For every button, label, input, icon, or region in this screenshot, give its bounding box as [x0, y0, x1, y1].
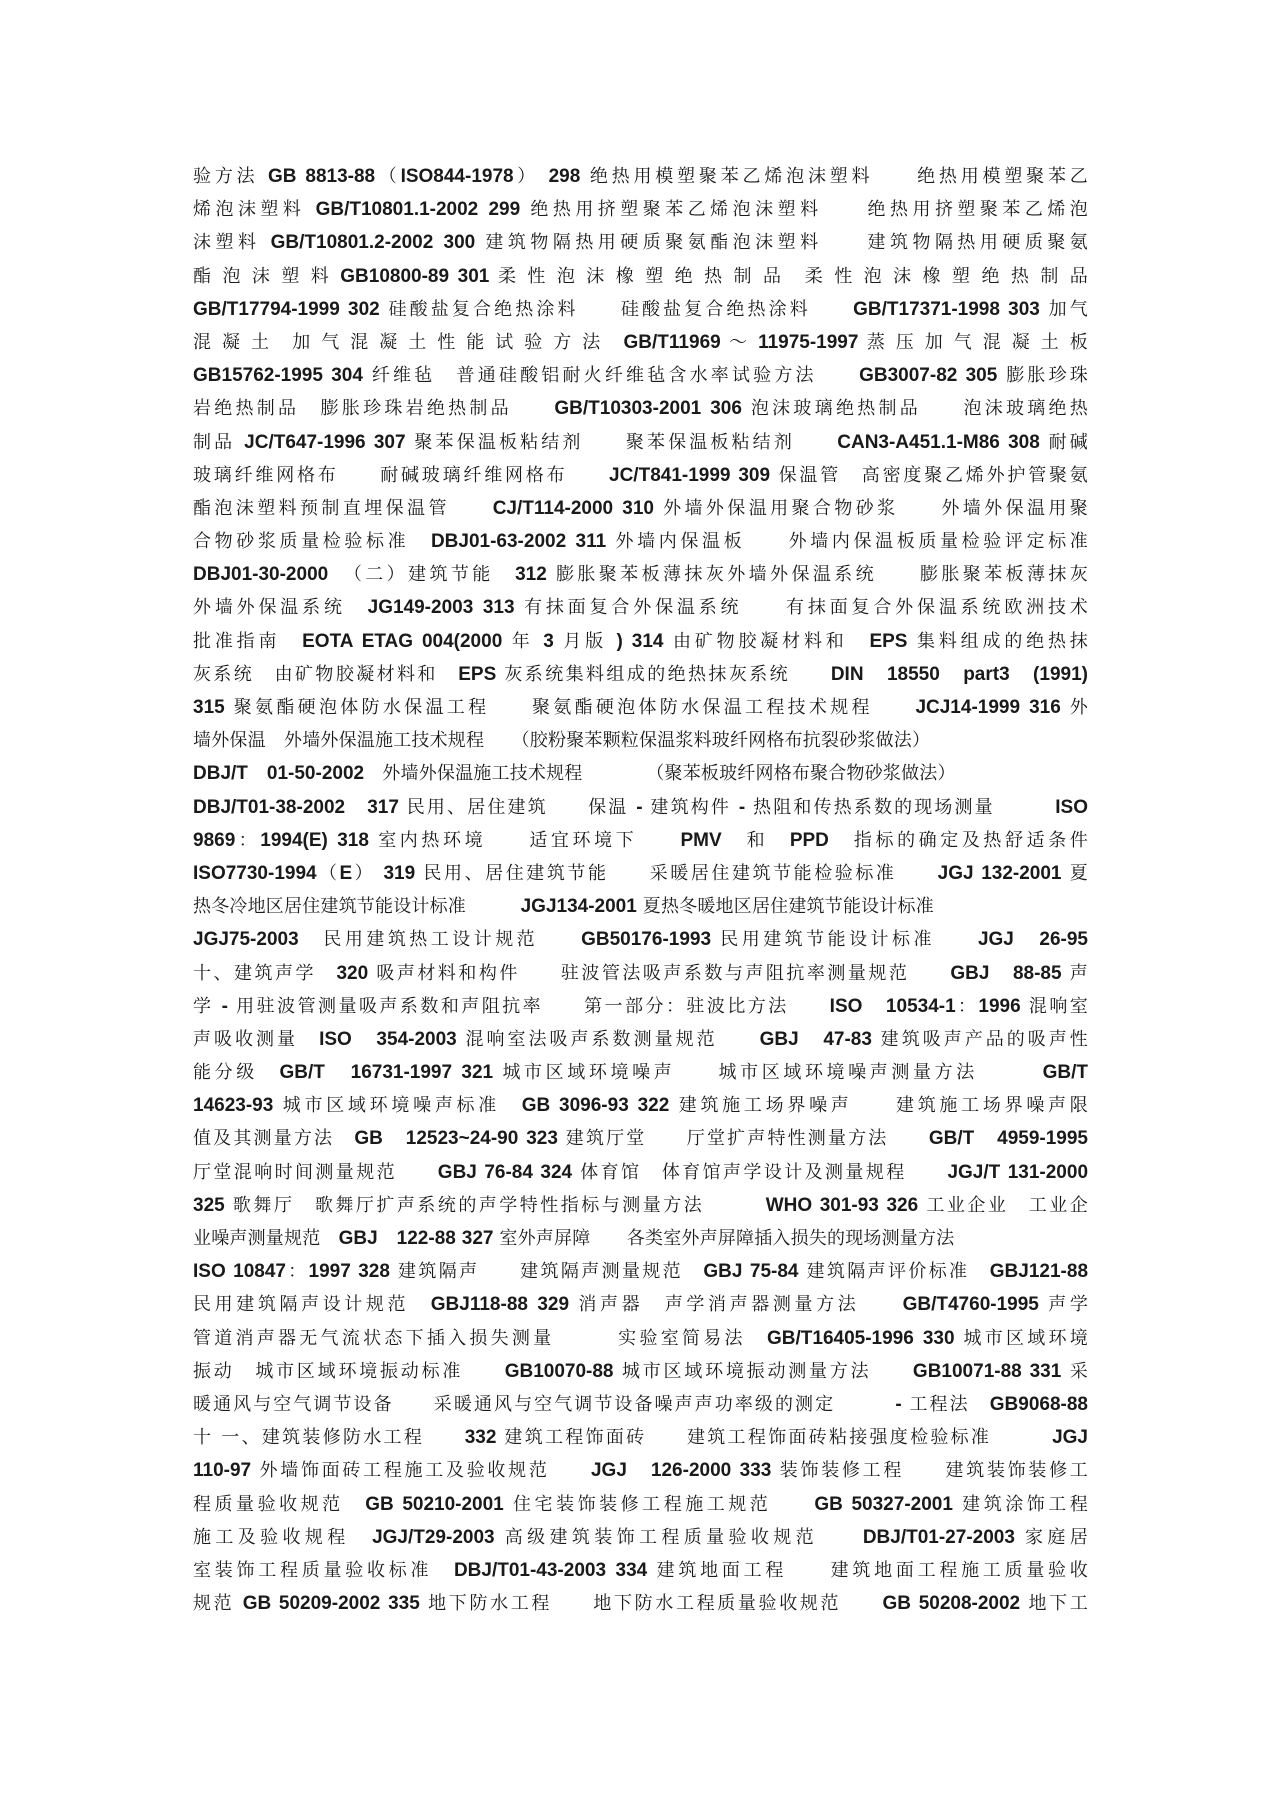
- standard-code: GB/T 4959-1995: [928, 1128, 1088, 1150]
- text-run: 墙外保温 外墙外保温施工技术规程 （胶粉聚苯颗粒保温浆料玻纤网格布抗裂砂浆做法）: [193, 730, 931, 752]
- text-run: 制品: [193, 431, 245, 453]
- text-run: ～: [720, 331, 759, 353]
- standard-code: 325: [193, 1194, 225, 1216]
- text-line: [193, 260, 1088, 293]
- text-run: 业噪声测量规范: [193, 1228, 339, 1249]
- standard-code: GBJ 75-84: [703, 1261, 799, 1283]
- text-line: [193, 1222, 1088, 1255]
- text-line: [193, 1156, 1088, 1189]
- text-run: 混响室: [1020, 995, 1088, 1017]
- standard-code: GB15762-1995 304: [193, 365, 363, 387]
- standard-code: GB/T17794-1999 302: [193, 298, 380, 320]
- standard-code: GB/T4760-1995: [902, 1294, 1039, 1316]
- text-run: 民用建筑热工设计规范: [298, 929, 582, 951]
- standard-code: 110-97: [193, 1460, 252, 1482]
- standard-code: 327: [461, 1228, 494, 1249]
- text-run: 膨胀珍珠: [997, 365, 1088, 387]
- standard-code: JCJ14-1999: [915, 697, 1021, 718]
- standard-code: EOTA ETAG 004(2000: [302, 630, 503, 652]
- standard-code: 320: [336, 962, 369, 984]
- standard-code: JGJ 126-2000: [590, 1460, 732, 1482]
- text-run: 消声器 声学消声器测量方法: [569, 1294, 903, 1316]
- text-run: [914, 1328, 923, 1349]
- text-line: [193, 226, 1088, 259]
- text-line: [193, 359, 1088, 392]
- standard-code: GBJ 47-83: [759, 1028, 872, 1050]
- text-run: 热阻和传热系数的现场测量: [745, 796, 1056, 818]
- text-run: 玻璃纤维网格布 耐碱玻璃纤维网格布: [193, 464, 610, 486]
- standard-code: ISO 354-2003: [319, 1028, 457, 1050]
- standard-code: 318: [337, 829, 369, 851]
- standard-code: GB/T16405-1996: [767, 1327, 914, 1349]
- standard-code: EPS: [869, 630, 908, 652]
- text-line: [193, 1189, 1088, 1222]
- standard-code: ISO7730-1994: [193, 862, 317, 884]
- text-run: 装饰装修工程 建筑装饰装修工: [771, 1460, 1088, 1482]
- text-line: [193, 691, 1088, 724]
- text-run: 室内热环境 适宜环境下: [368, 829, 681, 851]
- text-line: [193, 1255, 1088, 1288]
- text-run: 建筑隔声评价标准: [798, 1261, 990, 1283]
- text-line: [193, 1322, 1088, 1355]
- standard-code: DBJ/T01-43-2003: [453, 1559, 607, 1581]
- text-line: [193, 1122, 1088, 1155]
- text-run: 耐碱: [1039, 431, 1088, 453]
- text-run: 合物砂浆质量检验标准: [193, 531, 431, 553]
- text-run: ：: [955, 995, 979, 1017]
- text-line: [193, 193, 1088, 226]
- text-run: 民用、居住建筑 保温: [398, 796, 637, 818]
- text-run: [701, 398, 710, 419]
- standard-code: GB/T10801.2-2002: [270, 232, 434, 254]
- text-line: [193, 724, 1088, 757]
- text-run: 声: [1061, 962, 1088, 984]
- text-run: 和: [721, 829, 790, 851]
- text-run: ：: [286, 1261, 309, 1283]
- text-line: [193, 791, 1088, 824]
- standard-code: 1997 328: [308, 1261, 390, 1283]
- text-run: [566, 531, 575, 552]
- text-line: [193, 990, 1088, 1023]
- text-run: 外墙外保温施工技术规程 （聚苯板玻纤网格布聚合物砂浆做法）: [364, 763, 956, 785]
- text-run: 建筑物隔热用硬质聚氨酯泡沫塑料 建筑物隔热用硬质聚氨: [475, 232, 1088, 254]
- text-line: [193, 1554, 1088, 1587]
- text-run: 吸声材料和构件 驻波管法吸声系数与声阻抗率测量规范: [368, 962, 951, 984]
- text-run: 体育馆 体育馆声学设计及测量规程: [572, 1161, 948, 1183]
- text-run: 振动 城市区域环境振动标准: [193, 1360, 505, 1382]
- standard-code: EPS: [458, 663, 497, 685]
- standard-code: 316: [1029, 697, 1061, 718]
- standard-code: GBJ 122-88: [338, 1228, 456, 1249]
- standard-code: 334: [615, 1559, 648, 1581]
- standard-code: CAN3-A451.1-M86 308: [837, 431, 1040, 453]
- standard-code: 310: [622, 497, 654, 519]
- text-run: ）: [352, 862, 384, 884]
- text-run: ：: [235, 829, 261, 851]
- standard-code: 321: [461, 1062, 494, 1084]
- standard-code: GB/T10303-2001: [554, 398, 702, 420]
- text-line: [193, 1421, 1088, 1454]
- text-run: 学: [193, 995, 222, 1017]
- standard-code: DBJ/T01-38-2002: [193, 796, 346, 818]
- standard-code: 300: [443, 232, 476, 254]
- standard-code: JGJ: [1052, 1427, 1088, 1449]
- text-run: 城市区域环境噪声 城市区域环境噪声测量方法: [493, 1062, 1043, 1084]
- text-run: 管道消声器无气流状态下插入损失测量 实验室简易法: [193, 1327, 767, 1349]
- standard-code: 14623-93: [193, 1095, 274, 1117]
- standard-code: DBJ/T01-27-2003: [862, 1526, 1015, 1548]
- text-run: （: [375, 166, 401, 187]
- text-run: 烯泡沫塑料: [193, 199, 316, 221]
- standard-code: 313: [482, 597, 515, 619]
- text-run: 十 一、建筑装修防水工程: [193, 1427, 465, 1449]
- standard-code: 301: [457, 265, 490, 287]
- text-run: 聚苯保温板粘结剂 聚苯保温板粘结剂: [405, 431, 838, 453]
- text-run: 夏热冬暖地区居住建筑节能设计标准: [636, 896, 934, 918]
- text-run: [449, 266, 458, 287]
- standard-code: GBJ118-88: [430, 1294, 528, 1316]
- text-run: 酯 泡 沫 塑 料: [193, 265, 341, 287]
- text-run: 外墙外保温系统: [193, 597, 368, 619]
- text-run: 由矿物胶凝材料和: [663, 630, 870, 652]
- text-run: 批准指南: [193, 630, 303, 652]
- text-run: [345, 797, 367, 818]
- text-run: 外: [1060, 697, 1088, 718]
- text-run: 用驻波管测量吸声系数和声阻抗率 第一部分：驻波比方法: [227, 995, 830, 1017]
- text-line: [193, 857, 1088, 890]
- text-line: [193, 658, 1088, 691]
- standard-code: 330: [922, 1327, 955, 1349]
- text-line: [193, 1488, 1088, 1521]
- text-run: 指标的确定及热舒适条件: [828, 829, 1088, 851]
- text-line: [193, 923, 1088, 956]
- standard-code: GB10070-88: [504, 1360, 614, 1382]
- standard-code: JGJ 26-95: [977, 929, 1088, 951]
- standard-code: GBJ121-88: [989, 1261, 1088, 1283]
- standard-code: JGJ/T 131-2000: [947, 1161, 1088, 1183]
- text-run: 地下工: [1020, 1593, 1088, 1615]
- text-run: 有抹面复合外保温系统 有抹面复合外保温系统欧洲技术: [514, 597, 1088, 619]
- text-run: [528, 1294, 537, 1315]
- standard-code: GB 12523~24-90: [354, 1128, 519, 1150]
- text-run: 能分级: [193, 1062, 280, 1084]
- standard-code: GB/T 16731-1997: [279, 1062, 453, 1084]
- text-run: 十、建筑声学: [193, 962, 337, 984]
- text-run: 城市区域环境噪声标准: [273, 1095, 522, 1117]
- standard-code: 319: [383, 862, 416, 884]
- standard-code: 9869: [193, 829, 236, 851]
- standard-code: GB10071-88 331: [912, 1360, 1062, 1382]
- standard-code: CJ/T114-2000: [492, 497, 614, 519]
- standard-code: 298: [548, 166, 581, 187]
- standard-code: GB 8813-88: [268, 166, 376, 187]
- text-run: （二）建筑节能: [328, 564, 516, 586]
- text-run: 建筑构件: [642, 796, 739, 818]
- standard-code: -: [636, 796, 643, 818]
- standard-code: DBJ/T 01-50-2002: [193, 763, 365, 785]
- text-run: 城市区域环境: [954, 1327, 1088, 1349]
- standard-code: JG149-2003: [367, 597, 474, 619]
- standard-code: 1996: [978, 995, 1021, 1017]
- text-run: [433, 232, 443, 253]
- text-run: 保温管 高密度聚乙烯外护管聚氨: [770, 464, 1088, 486]
- text-line: [193, 326, 1088, 359]
- standard-code: 299: [488, 199, 521, 221]
- text-run: 建筑隔声 建筑隔声测量规范: [389, 1261, 704, 1283]
- text-run: 灰系统集料组成的绝热抹灰系统: [496, 663, 831, 685]
- text-line: [193, 1355, 1088, 1388]
- standard-code: WHO 301-93 326: [765, 1194, 919, 1216]
- text-run: [613, 498, 622, 519]
- text-run: [731, 1460, 739, 1481]
- text-run: 月版: [553, 630, 617, 652]
- standard-code: ISO844-1978: [400, 166, 514, 187]
- standard-code: -: [738, 796, 746, 818]
- text-run: 聚氨酯硬泡体防水保温工程 聚氨酯硬泡体防水保温工程技术规程: [224, 697, 916, 718]
- standard-code: 312: [515, 564, 547, 586]
- standard-code: GB 50208-2002: [882, 1593, 1021, 1615]
- text-run: [473, 597, 483, 618]
- text-run: 沫塑料: [193, 232, 271, 254]
- standard-code: GB 50210-2001: [365, 1493, 504, 1515]
- text-line: [193, 591, 1088, 624]
- text-run: 建筑涂饰工程: [952, 1493, 1088, 1515]
- text-run: 城市区域环境振动测量方法: [613, 1360, 913, 1382]
- standard-code: JC/T647-1996 307: [244, 431, 406, 453]
- standard-code: DBJ01-63-2002: [430, 531, 567, 553]
- standard-code: 1994(E): [260, 829, 328, 851]
- standard-code: PPD: [789, 829, 829, 851]
- text-run: 高级建筑装饰工程质量验收规范: [494, 1526, 863, 1548]
- standard-code: 3: [543, 630, 554, 652]
- standard-code: GB/T11969: [623, 331, 721, 353]
- text-run: 夏: [1061, 862, 1088, 884]
- text-run: 地下防水工程 地下防水工程质量验收规范: [419, 1593, 883, 1615]
- standard-code: 311: [575, 531, 607, 553]
- standard-code: GB 50327-2001: [814, 1493, 953, 1515]
- standard-code: PMV: [680, 829, 722, 851]
- standard-code: -: [221, 995, 228, 1017]
- text-run: 值及其测量方法: [193, 1128, 355, 1150]
- text-run: [1020, 697, 1029, 718]
- standard-code: GB9068-88: [989, 1393, 1088, 1415]
- standard-code: JGJ 132-2001: [937, 862, 1062, 884]
- text-run: 集料组成的绝热抹: [907, 630, 1088, 652]
- text-line: [193, 1288, 1088, 1321]
- text-run: 民用、居住建筑节能 采暖居住建筑节能检验标准: [415, 862, 938, 884]
- text-run: 程质量验收规范: [193, 1493, 366, 1515]
- text-run: 厅堂混响时间测量规范: [193, 1161, 438, 1183]
- text-line: [193, 459, 1088, 492]
- text-line: [193, 757, 1088, 790]
- standard-code: E: [339, 862, 353, 884]
- text-line: [193, 426, 1088, 459]
- text-run: 声学: [1038, 1294, 1088, 1316]
- standard-code: GB3007-82 305: [859, 365, 998, 387]
- text-run: 建筑厅堂 厅堂扩声特性测量方法: [557, 1128, 929, 1150]
- standard-code: DBJ01-30-2000: [193, 564, 329, 586]
- text-run: 验方法: [193, 166, 268, 187]
- text-run: 建筑工程饰面砖 建筑工程饰面砖粘接强度检验标准: [496, 1427, 1053, 1449]
- text-line: [193, 1023, 1088, 1056]
- text-line: [193, 1521, 1088, 1554]
- text-run: 声吸收测量: [193, 1028, 320, 1050]
- text-run: 建筑施工场界噪声 建筑施工场界噪声限: [669, 1095, 1088, 1117]
- text-run: 室装饰工程质量验收标准: [193, 1559, 454, 1581]
- text-run: [606, 1560, 615, 1581]
- text-run: [328, 830, 337, 851]
- standard-code: JGJ134-2001: [520, 896, 637, 918]
- text-line: [193, 492, 1088, 525]
- text-run: 绝热用挤塑聚苯乙烯泡沫塑料 绝热用挤塑聚苯乙烯泡: [520, 199, 1088, 221]
- text-run: ）: [513, 166, 549, 187]
- standard-code: GB 3096-93 322: [521, 1095, 670, 1117]
- standard-code: ISO: [1055, 796, 1088, 818]
- text-run: 泡沫玻璃绝热制品 泡沫玻璃绝热: [741, 398, 1088, 420]
- text-line: [193, 160, 1088, 193]
- text-run: 柔 性 泡 沫 橡 塑 绝 热 制 品 柔 性 泡 沫 橡 塑 绝 热 制 品: [489, 265, 1088, 287]
- text-run: 硅酸盐复合绝热涂料 硅酸盐复合绝热涂料: [379, 298, 854, 320]
- text-line: [193, 1388, 1088, 1421]
- text-run: 采: [1061, 1360, 1088, 1382]
- text-run: 外墙外保温用聚合物砂浆 外墙外保温用聚: [653, 497, 1088, 519]
- text-run: 歌舞厅 歌舞厅扩声系统的声学特性指标与测量方法: [224, 1194, 766, 1216]
- standard-code: 323: [526, 1128, 558, 1150]
- text-run: 加气: [1039, 298, 1088, 320]
- standard-code: 329: [537, 1294, 570, 1316]
- text-line: [193, 957, 1088, 990]
- text-line: [193, 293, 1088, 326]
- text-run: 膨胀聚苯板薄抹灰外墙外保温系统 膨胀聚苯板薄抹灰: [546, 564, 1088, 586]
- standard-code: 315: [193, 697, 225, 718]
- text-run: 民用建筑节能设计标准: [711, 929, 978, 951]
- text-run: 绝热用模塑聚苯乙烯泡沫塑料 绝热用模塑聚苯乙: [580, 166, 1088, 187]
- text-line: [193, 558, 1088, 591]
- text-run: （: [316, 862, 340, 884]
- standard-code: GB/T10801.1-2002: [315, 199, 479, 221]
- standard-code: GB 50209-2002 335: [242, 1593, 420, 1615]
- text-run: 建筑地面工程 建筑地面工程施工质量验收: [647, 1559, 1088, 1581]
- text-run: 规范: [193, 1593, 243, 1615]
- text-line: [193, 890, 1088, 923]
- text-run: 工程法: [901, 1393, 990, 1415]
- text-run: 室外声屏障 各类室外声屏障插入损失的现场测量方法: [493, 1228, 955, 1249]
- standard-code: GBJ 76-84 324: [437, 1161, 573, 1183]
- text-line: [193, 392, 1088, 425]
- text-run: [478, 199, 488, 220]
- standard-code: ISO 10534-1: [829, 995, 956, 1017]
- text-line: [193, 1454, 1088, 1487]
- text-run: 施工及验收规程: [193, 1526, 373, 1548]
- standard-code: 332: [464, 1427, 497, 1449]
- standard-code: GB/T: [1042, 1062, 1088, 1084]
- standard-code: 317: [367, 796, 399, 818]
- text-line: [193, 625, 1088, 658]
- standard-code: -: [895, 1393, 902, 1415]
- text-run: 热冬冷地区居住建筑节能设计标准: [193, 896, 521, 918]
- standard-code: GBJ 88-85: [950, 962, 1062, 984]
- document-text-body: [193, 160, 1088, 1620]
- text-run: 岩绝热制品 膨胀珍珠岩绝热制品: [193, 398, 555, 420]
- standard-code: ISO 10847: [193, 1261, 287, 1283]
- standard-code: GB50176-1993: [581, 929, 712, 951]
- text-line: [193, 824, 1088, 857]
- standard-code: 306: [710, 398, 742, 420]
- text-line: [193, 1056, 1088, 1089]
- standard-code: GB/T17371-1998 303: [853, 298, 1040, 320]
- standard-code: JGJ75-2003: [193, 929, 299, 951]
- text-run: 民用建筑隔声设计规范: [193, 1294, 431, 1316]
- text-run: 暖通风与空气调节设备 采暖通风与空气调节设备噪声声功率级的测定: [193, 1393, 896, 1415]
- text-line: [193, 1587, 1088, 1620]
- text-line: [193, 525, 1088, 558]
- text-run: 蒸 压 加 气 混 凝 土 板: [858, 331, 1088, 353]
- standard-code: ) 314: [616, 630, 664, 652]
- text-run: 家庭居: [1014, 1526, 1088, 1548]
- text-run: 酯泡沫塑料预制直埋保温管: [193, 497, 493, 519]
- text-run: 住宅装饰装修工程施工规范: [503, 1493, 815, 1515]
- text-run: 外墙饰面砖工程施工及验收规范: [251, 1460, 591, 1482]
- text-run: 混响室法吸声系数测量规范: [456, 1028, 760, 1050]
- standard-code: DIN 18550 part3 (1991): [830, 663, 1088, 685]
- text-run: 外墙内保温板 外墙内保温板质量检验评定标准: [606, 531, 1088, 553]
- text-run: 混 凝 土 加 气 混 凝 土 性 能 试 验 方 法: [193, 331, 624, 353]
- text-line: [193, 1089, 1088, 1122]
- standard-code: JGJ/T29-2003: [372, 1526, 495, 1548]
- text-run: 灰系统 由矿物胶凝材料和: [193, 663, 459, 685]
- text-run: 建筑吸声产品的吸声性: [871, 1028, 1088, 1050]
- standard-code: 333: [739, 1460, 772, 1482]
- text-run: 纤维毡 普通硅酸铝耐火纤维毡含水率试验方法: [362, 365, 860, 387]
- standard-code: GB10800-89: [340, 265, 450, 287]
- standard-code: 11975-1997: [758, 331, 859, 353]
- text-run: 年: [502, 630, 544, 652]
- standard-code: JC/T841-1999 309: [609, 464, 771, 486]
- text-run: 工业企业 工业企: [918, 1194, 1088, 1216]
